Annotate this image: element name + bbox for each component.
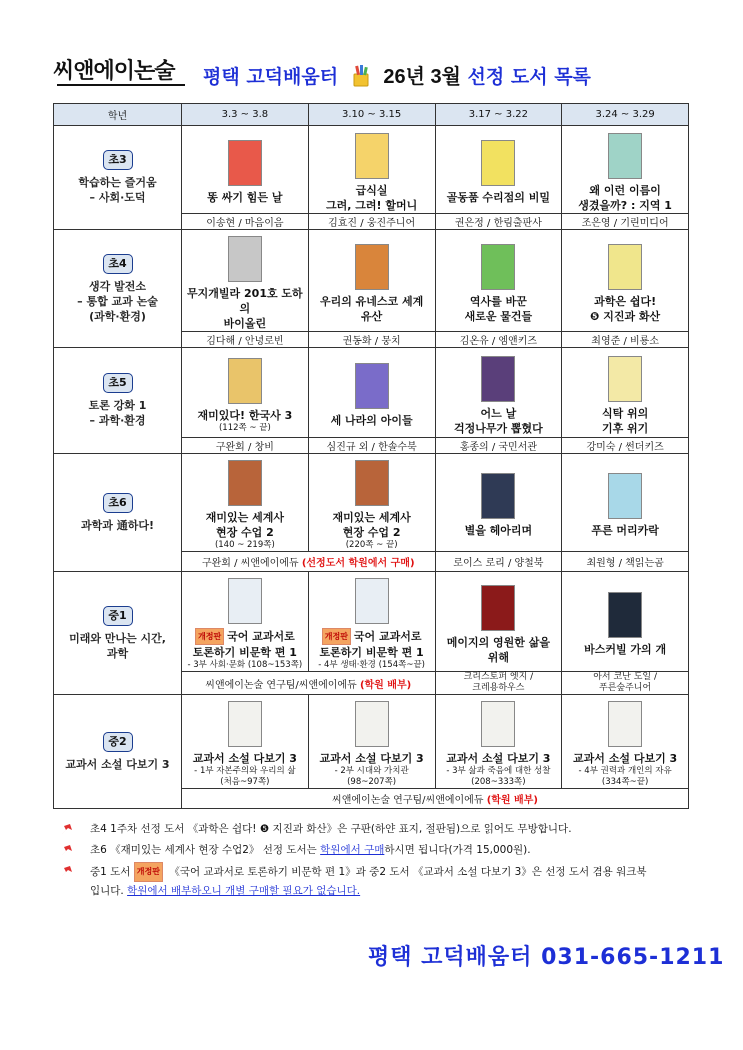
book-cover-image: [228, 358, 262, 404]
book-title-line2: 생겼을까? : 지역 1: [578, 198, 672, 212]
brand-underline: [57, 84, 185, 86]
grade-badge: 중1: [103, 606, 133, 626]
book-cell: [435, 230, 562, 332]
book-cell: [308, 348, 435, 438]
book-title-line2: 그려, 그려! 할머니: [326, 198, 418, 212]
book-cell: [562, 348, 689, 438]
book-cover-image: [481, 356, 515, 402]
pencil-cup-icon: [351, 65, 371, 92]
book-author: 최원형 / 책읽는곰: [562, 552, 689, 572]
book-cover-image: [481, 701, 515, 747]
grade-badge: 초5: [103, 373, 133, 393]
book-title: 급식실: [355, 183, 388, 197]
grade-cell: [54, 695, 182, 809]
book-author: 크리스토퍼 엣지 / 크레용하우스: [435, 672, 562, 695]
book-cell: [562, 572, 689, 672]
book-range: (140 ~ 219쪽): [214, 540, 275, 550]
book-title-line2: 현장 수업 2: [342, 526, 401, 539]
title-subject: 선정 도서 목록: [467, 66, 591, 88]
book-title: 무지개빌라 201호 도하의: [187, 287, 303, 315]
header-week-4: 3.24 ~ 3.29: [562, 104, 689, 126]
grade-title-line: – 사회·도덕: [89, 191, 146, 204]
book-range: (112쪽 ~ 끝): [218, 422, 271, 433]
merged-author-cell: 씨앤에이논술 연구팀/씨앤에이에듀 (학원 배부): [182, 789, 689, 809]
book-cell: [562, 454, 689, 552]
book-author: 로이스 로리 / 양철북: [435, 552, 562, 572]
grade-cell: [54, 126, 182, 230]
grade-title-line: 미래와 만나는 시간,: [69, 631, 166, 645]
book-cell: [562, 695, 689, 789]
book-title: 왜 이런 이름이: [589, 183, 661, 197]
book-cell: [182, 348, 309, 438]
book-cell: [182, 230, 309, 332]
book-cover-image: [228, 236, 262, 282]
grade-cell: [54, 348, 182, 454]
book-title: 재미있는 세계사: [205, 511, 284, 524]
book-range: - 4부 권력과 개인의 자유: [578, 766, 672, 776]
book-title: 푸른 머리카락: [591, 524, 659, 537]
grade-cell: [54, 454, 182, 572]
book-title-line2: 토론하기 비문학 편 1: [192, 646, 297, 659]
grade-title-line: 생각 발전소: [89, 279, 146, 293]
grade-row: [54, 454, 689, 552]
book-cell: [182, 695, 309, 789]
book-title: 세 나라의 아이들: [330, 414, 413, 427]
book-author: 권은정 / 한림출판사: [435, 214, 562, 230]
book-range: - 3부 사회·문화 (108~153쪽): [187, 660, 303, 670]
book-cover-image: [481, 244, 515, 290]
note-2: 초6 《재미있는 세계사 현장 수업2》 선정 도서는 학원에서 구매하시면 됩니다(가격 15,000원).: [60, 841, 690, 859]
book-title: 교과서 소설 다보기 3: [573, 752, 678, 765]
book-author: 이송현 / 마음이음: [182, 214, 309, 230]
book-cover-image: [355, 460, 389, 506]
notes-section: [60, 820, 690, 903]
grade-badge: 초6: [103, 493, 133, 513]
grade-badge: 초3: [103, 150, 133, 170]
title-month: 26년 3월: [383, 66, 461, 88]
book-cell: [435, 572, 562, 672]
footer-contact: 평택 고덕배움터 031-665-1211: [368, 945, 725, 970]
grade-title-line: 토론 강화 1: [88, 399, 147, 412]
book-title: 개정판 국어 교과서로: [309, 628, 435, 645]
grade-row: [54, 126, 689, 214]
book-cell: [435, 454, 562, 552]
book-cover-image: [481, 473, 515, 519]
revised-edition-badge: 개정판: [322, 628, 351, 645]
header-week-1: 3.3 ~ 3.8: [182, 104, 309, 126]
book-cover-image: [228, 140, 262, 186]
grade-badge: 중2: [103, 732, 133, 752]
book-cover-image: [608, 592, 642, 638]
merged-author-cell: 구완회 / 씨앤에이에듀 (선정도서 학원에서 구매): [182, 552, 436, 572]
book-cover-image: [355, 244, 389, 290]
book-cover-image: [608, 356, 642, 402]
book-cell: [435, 695, 562, 789]
book-title: 재미있는 세계사: [332, 511, 411, 524]
book-cell: [308, 572, 435, 672]
book-author: 김효진 / 웅진주니어: [308, 214, 435, 230]
book-author: 구완회 / 창비: [182, 438, 309, 454]
book-list-table: [53, 103, 689, 809]
book-cover-image: [608, 244, 642, 290]
book-author: 권동화 / 뭉치: [308, 332, 435, 348]
grade-cell: [54, 572, 182, 695]
book-title: 교과서 소설 다보기 3: [319, 752, 424, 765]
book-cell: [435, 126, 562, 214]
book-title-line2: 걱정나무가 뽑혔다: [453, 421, 543, 435]
book-title-line2: 현장 수업 2: [215, 526, 274, 539]
pin-icon: [60, 864, 74, 878]
book-range: (220쪽 ~ 끝): [345, 540, 398, 550]
book-range: - 4부 생태·환경 (154쪽~끝): [318, 660, 425, 670]
book-title: 우리의 유네스코 세계: [319, 294, 424, 308]
book-author: 김온유 / 엠앤키즈: [435, 332, 562, 348]
book-title-line2: 기후 위기: [601, 421, 649, 435]
book-title-line2: 유산: [360, 309, 383, 323]
book-cover-image: [228, 460, 262, 506]
book-cover-image: [481, 140, 515, 186]
header-grade: 학년: [54, 104, 182, 126]
book-range: - 3부 삶과 죽음에 대한 성찰: [446, 766, 551, 776]
pin-icon: [60, 843, 74, 857]
book-range: - 1부 자본주의와 우리의 삶: [194, 766, 296, 776]
pin-icon: [60, 822, 74, 836]
page-title: [203, 60, 591, 92]
book-title-line2: 토론하기 비문학 편 1: [319, 646, 424, 659]
book-cell: [308, 454, 435, 552]
distribution-notice-link[interactable]: 학원에서 배부하오니 개별 구매할 필요가 없습니다.: [127, 885, 361, 897]
note-1: 초4 1주차 선정 도서 《과학은 쉽다! ❺ 지진과 화산》은 구판(하얀 표지, 절판됨)으로 읽어도 무방합니다.: [60, 820, 690, 838]
book-range-pages: (처음~97쪽): [220, 777, 270, 787]
revised-edition-badge: 개정판: [134, 862, 163, 882]
header-week-3: 3.17 ~ 3.22: [435, 104, 562, 126]
page-header: [53, 50, 693, 96]
book-cell: [562, 126, 689, 214]
header-week-2: 3.10 ~ 3.15: [308, 104, 435, 126]
book-author: 심진규 외 / 한솔수북: [308, 438, 435, 454]
book-title: 어느 날: [480, 406, 517, 420]
book-author: 김다해 / 안녕로빈: [182, 332, 309, 348]
grade-title-line: – 통합 교과 논술: [77, 294, 158, 308]
grade-title-line: 과학과 通하다!: [81, 518, 154, 532]
book-title: 별을 헤아리며: [464, 524, 533, 537]
grade-cell: [54, 230, 182, 348]
book-cell: [308, 126, 435, 214]
book-title: 과학은 쉽다!: [594, 294, 657, 308]
book-title: 교과서 소설 다보기 3: [192, 752, 297, 765]
book-cover-image: [355, 363, 389, 409]
book-title: 역사를 바꾼: [469, 294, 527, 308]
book-title: 식탁 위의: [601, 406, 649, 420]
book-title: 재미있다! 한국사 3: [197, 408, 293, 422]
grade-row: [54, 348, 689, 438]
book-range: - 2부 시대와 가치관: [334, 766, 409, 776]
book-cover-image: [355, 578, 389, 624]
book-cell: [435, 348, 562, 438]
book-cover-image: [608, 133, 642, 179]
book-title-line2: 위해: [487, 650, 509, 664]
book-author: 아서 코난 도일 / 푸른숲주니어: [562, 672, 689, 695]
brand-logo: 씨앤에이논술: [53, 59, 175, 84]
book-cover-image: [481, 585, 515, 631]
merged-author-cell: 씨앤에이논술 연구팀/씨앤에이에듀 (학원 배부): [182, 672, 436, 695]
book-title: 바스커빌 가의 개: [584, 643, 667, 656]
book-author: 최영준 / 비룡소: [562, 332, 689, 348]
book-author: 조은영 / 기린미디어: [562, 214, 689, 230]
book-title-line2: 바이올린: [223, 317, 267, 330]
book-title: 똥 싸기 힘든 날: [207, 191, 283, 204]
book-title: 교과서 소설 다보기 3: [446, 752, 551, 765]
grade-title-line: – 과학·환경: [89, 414, 146, 427]
book-cover-image: [608, 473, 642, 519]
grade-row: [54, 230, 689, 332]
book-cover-image: [355, 133, 389, 179]
book-title: 골동품 수리점의 비밀: [446, 191, 551, 204]
book-cover-image: [228, 701, 262, 747]
grade-title-line: 학습하는 즐거움: [78, 176, 157, 189]
book-title-line2: ❺ 지진과 화산: [590, 309, 661, 323]
book-author: 홍종의 / 국민서관: [435, 438, 562, 454]
grade-title-line: 과학: [106, 646, 129, 660]
book-cell: [182, 572, 309, 672]
grade-row: [54, 695, 689, 789]
table-header-row: [54, 104, 689, 126]
note-3: 중1 도서 개정판 《국어 교과서로 토론하기 비문학 편 1》과 중2 도서 《교과서 소설 다보기 3》은 선정 도서 겸용 워크북 입니다. 학원에서 배부하오니 개별 구매할 필요가 없습니다.: [60, 862, 690, 900]
book-title-line2: 새로운 물건들: [464, 309, 533, 323]
book-title: 메이지의 영원한 삶을: [446, 635, 551, 649]
grade-row: [54, 572, 689, 672]
purchase-at-academy-link[interactable]: 학원에서 구매: [320, 844, 385, 856]
book-title: 개정판 국어 교과서로: [182, 628, 308, 645]
book-cell: [182, 126, 309, 214]
book-cover-image: [608, 701, 642, 747]
book-cell: [182, 454, 309, 552]
book-range-pages: (208~333쪽): [471, 777, 526, 787]
grade-title-line: (과학·환경): [89, 309, 146, 323]
grade-title-line: 교과서 소설 다보기 3: [65, 757, 170, 771]
book-author: 강미숙 / 썬더키즈: [562, 438, 689, 454]
book-range-pages: (334쪽~끝): [601, 777, 649, 787]
book-cover-image: [355, 701, 389, 747]
title-location: 평택 고덕배움터: [203, 66, 339, 88]
grade-badge: 초4: [103, 254, 133, 274]
book-cover-image: [228, 578, 262, 624]
book-cell: [308, 230, 435, 332]
book-cell: [562, 230, 689, 332]
book-range-pages: (98~207쪽): [347, 777, 397, 787]
revised-edition-badge: 개정판: [195, 628, 224, 645]
book-cell: [308, 695, 435, 789]
